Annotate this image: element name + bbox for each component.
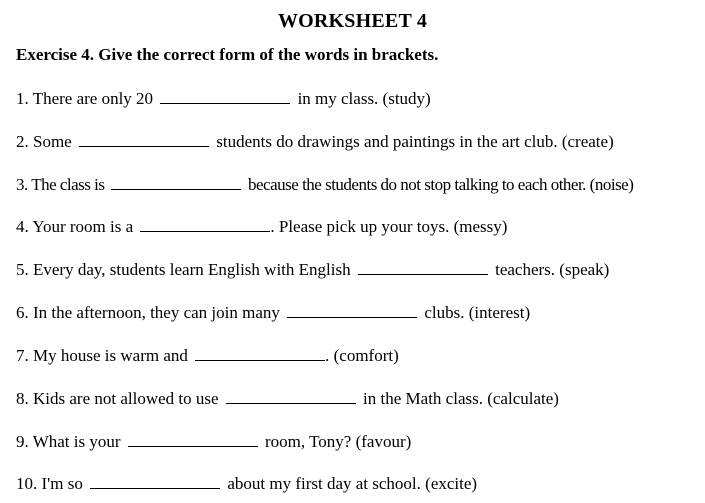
exercise-item-3 xyxy=(16,174,633,196)
answer-blank-9[interactable] xyxy=(128,431,258,447)
exercise-item-6 xyxy=(16,302,530,324)
answer-blank-1[interactable] xyxy=(160,88,290,104)
exercise-item-9 xyxy=(16,431,411,453)
item-text-before: 9. What is your xyxy=(16,432,121,451)
item-text-before: 8. Kids are not allowed to use xyxy=(16,389,219,408)
item-text-after: because the students do not stop talking to each other. (noise) xyxy=(248,175,634,194)
item-text-before: 6. In the afternoon, they can join many xyxy=(16,303,280,322)
exercise-item-5 xyxy=(16,259,609,281)
exercise-item-2 xyxy=(16,131,614,153)
item-text-after: room, Tony? (favour) xyxy=(265,432,412,451)
item-text-after: . Please pick up your toys. (messy) xyxy=(270,217,508,236)
answer-blank-8[interactable] xyxy=(226,388,356,404)
exercise-item-4 xyxy=(16,216,507,238)
exercise-item-10 xyxy=(16,473,477,495)
answer-blank-2[interactable] xyxy=(79,131,209,147)
answer-blank-5[interactable] xyxy=(358,259,488,275)
item-text-after: in my class. (study) xyxy=(297,89,431,108)
answer-blank-7[interactable] xyxy=(195,345,325,361)
item-text-after: teachers. (speak) xyxy=(495,260,610,279)
worksheet-title: WORKSHEET 4 xyxy=(277,10,428,32)
item-text-before: 1. There are only 20 xyxy=(16,89,154,108)
answer-blank-6[interactable] xyxy=(287,302,417,318)
exercise-item-7 xyxy=(16,345,399,367)
item-text-after: students do drawings and paintings in the art club. (create) xyxy=(216,132,614,151)
item-text-after: about my first day at school. (excite) xyxy=(227,474,478,493)
item-text-after: . (comfort) xyxy=(325,346,399,365)
item-text-before: 4. Your room is a xyxy=(16,217,134,236)
item-text-before: 2. Some xyxy=(16,132,72,151)
answer-blank-4[interactable] xyxy=(140,216,270,232)
item-text-after: in the Math class. (calculate) xyxy=(363,389,559,408)
item-text-before: 10. I'm so xyxy=(16,474,83,493)
item-text-after: clubs. (interest) xyxy=(424,303,531,322)
answer-blank-10[interactable] xyxy=(90,473,220,489)
answer-blank-3[interactable] xyxy=(111,174,241,190)
exercise-instruction: Exercise 4. Give the correct form of the words in brackets. xyxy=(16,45,439,64)
item-text-before: 3. The class is xyxy=(16,175,105,194)
item-text-before: 7. My house is warm and xyxy=(16,346,188,365)
exercise-item-1 xyxy=(16,88,431,110)
item-text-before: 5. Every day, students learn English with English xyxy=(16,260,351,279)
exercise-item-8 xyxy=(16,388,559,410)
